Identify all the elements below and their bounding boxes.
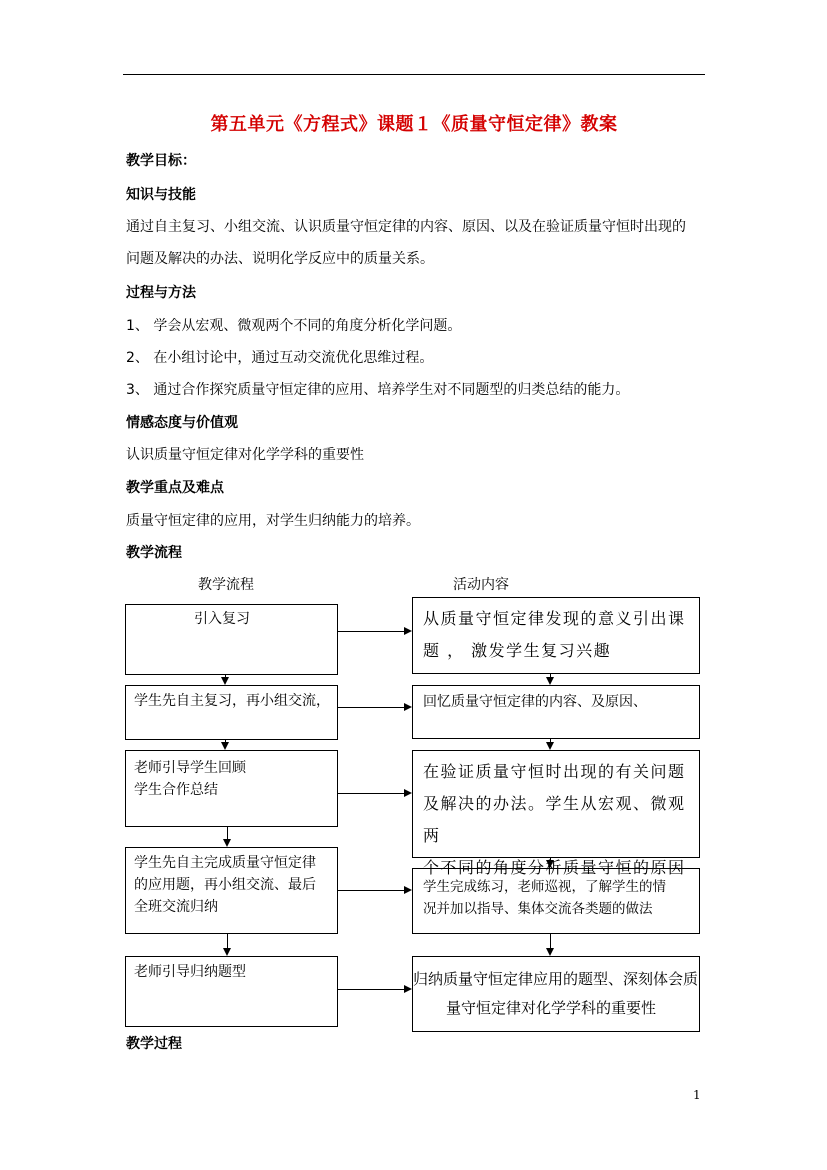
flow-right-box-2: [412, 685, 700, 739]
arrow-down-right-2-head: [546, 742, 554, 750]
goals-heading: 教学目标：: [126, 153, 196, 169]
flow-right-box-1-line-2: 题 ， 激发学生复习兴趣: [423, 641, 612, 660]
flow-left-box-4-line-2: 的应用题，再小组交流、最后: [134, 877, 316, 893]
arrow-right-4-line: [338, 890, 404, 891]
flow-right-box-3-line-2: 及解决的办法。学生从宏观、微观两: [423, 794, 686, 845]
flowchart-right-header: 活动内容: [453, 577, 509, 593]
flow-right-box-3-line-1: 在验证质量守恒时出现的有关问题: [423, 762, 686, 781]
flow-right-box-3: [412, 750, 700, 877]
arrow-right-3-head: [404, 789, 412, 797]
flow-right-box-4-line-2: 况并加以指导、集体交流各类题的做法: [423, 901, 653, 917]
flow-right-box-4: [412, 868, 700, 934]
arrow-right-2-line: [338, 707, 404, 708]
flowchart-left-header: 教学流程: [198, 577, 254, 593]
flow-right-box-2-line-1: 回忆质量守恒定律的内容、及原因、: [423, 694, 647, 710]
arrow-down-left-1-head: [221, 677, 229, 685]
key-text: 质量守恒定律的应用，对学生归纳能力的培养。: [126, 513, 420, 529]
flow-left-box-1-line-1: 引入复习: [194, 611, 250, 627]
process-item-2: 2、 在小组讨论中，通过互动交流优化思维过程。: [126, 350, 434, 366]
flow-heading: 教学流程: [126, 545, 182, 561]
flow-right-box-1: [412, 597, 700, 674]
page-number: 1: [693, 1088, 701, 1102]
arrow-right-5-head: [404, 985, 412, 993]
arrow-right-3-line: [338, 793, 404, 794]
arrow-down-right-1-head: [546, 677, 554, 685]
process-detail-heading: 教学过程: [126, 1036, 182, 1052]
arrow-down-left-4-head: [223, 948, 231, 956]
arrow-down-left-2-head: [221, 742, 229, 750]
arrow-down-right-4-line: [550, 934, 551, 948]
arrow-right-4-head: [404, 886, 412, 894]
arrow-down-right-4-head: [546, 948, 554, 956]
flow-right-box-5: [412, 956, 700, 1032]
header-rule: [123, 74, 705, 75]
knowledge-line-2: 问题及解决的办法、说明化学反应中的质量关系。: [126, 251, 434, 267]
flow-right-box-4-line-1: 学生完成练习，老师巡视，了解学生的情: [423, 879, 666, 895]
arrow-down-right-3-head: [546, 860, 554, 868]
process-item-1: 1、 学会从宏观、微观两个不同的角度分析化学问题。: [126, 318, 462, 334]
arrow-right-2-head: [404, 703, 412, 711]
document-title: 第五单元《方程式》课题１《质量守恒定律》教案: [210, 114, 618, 135]
flow-right-box-5-line-2: 量守恒定律对化学学科的重要性: [446, 999, 657, 1017]
process-item-3: 3、 通过合作探究质量守恒定律的应用、培养学生对不同题型的归类总结的能力。: [126, 382, 630, 398]
arrow-right-1-head: [404, 627, 412, 635]
flow-left-box-5: [125, 956, 338, 1027]
flow-left-box-4: [125, 847, 338, 934]
emotion-heading: 情感态度与价值观: [126, 415, 238, 431]
flow-left-box-3: [125, 750, 338, 827]
flow-left-box-4-line-3: 全班交流归纳: [134, 899, 218, 915]
arrow-down-left-4-line: [227, 934, 228, 948]
flow-left-box-5-line-1: 老师引导归纳题型: [134, 964, 246, 980]
arrow-down-left-3-head: [223, 839, 231, 847]
arrow-down-left-3-line: [227, 827, 228, 839]
flow-left-box-3-line-1: 老师引导学生回顾: [134, 760, 246, 776]
flow-left-box-1: [125, 604, 338, 675]
knowledge-heading: 知识与技能: [126, 187, 196, 203]
key-heading: 教学重点及难点: [126, 480, 224, 496]
emotion-text: 认识质量守恒定律对化学学科的重要性: [126, 447, 364, 463]
flow-right-box-5-line-1: 归纳质量守恒定律应用的题型、深刻体会质: [413, 970, 699, 988]
process-heading: 过程与方法: [126, 285, 196, 301]
arrow-right-1-line: [338, 631, 404, 632]
arrow-right-5-line: [338, 989, 404, 990]
flow-left-box-3-line-2: 学生合作总结: [134, 782, 218, 798]
flow-left-box-2-line-1: 学生先自主复习，再小组交流，: [134, 693, 330, 709]
knowledge-line-1: 通过自主复习、小组交流、认识质量守恒定律的内容、原因、以及在验证质量守恒时出现的: [126, 219, 686, 235]
flow-right-box-1-line-1: 从质量守恒定律发现的意义引出课: [423, 609, 686, 628]
flow-left-box-4-line-1: 学生先自主完成质量守恒定律: [134, 855, 316, 871]
flow-right-box-3-line-3: 个不同的角度分析质量守恒的原因: [423, 858, 686, 877]
flow-left-box-2: [125, 685, 338, 740]
